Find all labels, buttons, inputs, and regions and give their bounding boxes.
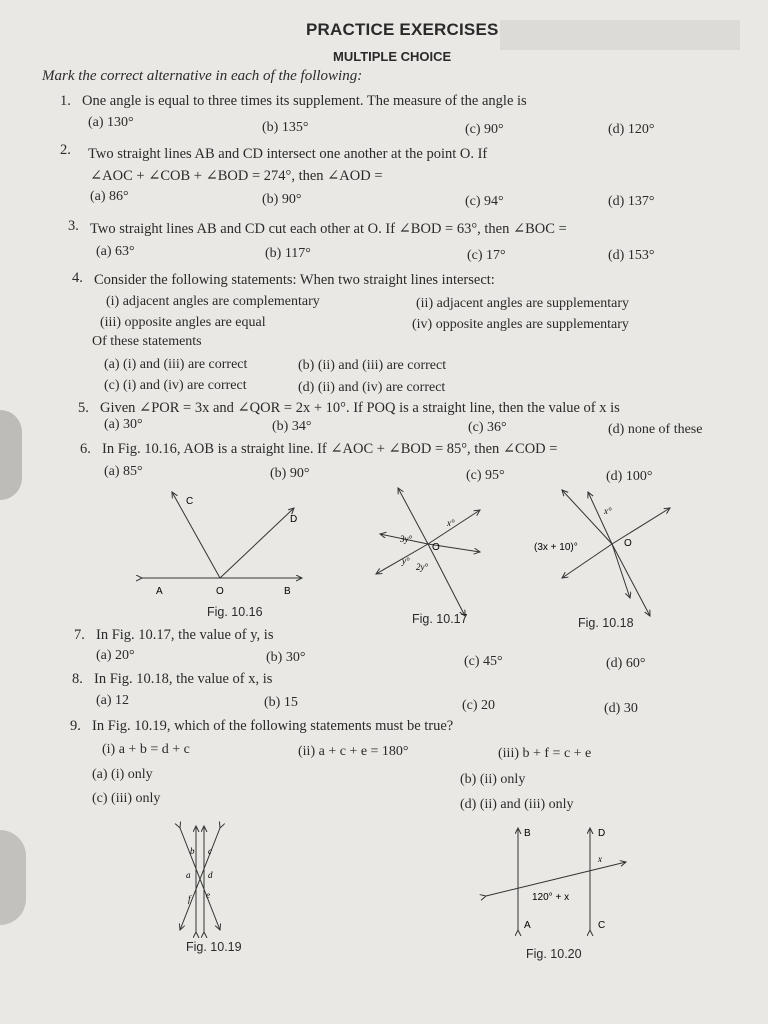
label-a: a <box>186 870 191 880</box>
figure-caption: Fig. 10.19 <box>186 940 242 954</box>
option-d: (d) (ii) and (iv) are correct <box>298 380 446 395</box>
label-y: y° <box>402 556 410 566</box>
option-a: (a) 30° <box>104 417 143 432</box>
label-o: O <box>624 538 632 549</box>
figure-10-17 <box>376 488 480 616</box>
option-b: (b) 90° <box>262 192 302 207</box>
statement: (iii) opposite angles are equal <box>100 315 266 330</box>
option-c: (c) 36° <box>468 420 507 435</box>
question-number: 2. <box>60 142 71 158</box>
label-expr: 120° + x <box>532 892 570 903</box>
label-d: d <box>208 870 213 880</box>
label-e: e <box>206 890 210 900</box>
label-o: O <box>432 542 440 553</box>
option-b: (b) 34° <box>272 419 312 434</box>
statement: (iv) opposite angles are supplementary <box>412 317 629 332</box>
option-c: (c) 20 <box>462 698 496 713</box>
question-number: 3. <box>68 218 79 234</box>
option-c: (c) 90° <box>465 122 504 137</box>
transversal <box>486 862 626 896</box>
option-a: (a) 20° <box>96 648 135 663</box>
question-number: 4. <box>72 270 83 286</box>
option-a: (a) 86° <box>90 189 129 204</box>
label-b: B <box>524 828 531 839</box>
ray-down <box>428 544 465 616</box>
label-a: A <box>156 586 163 597</box>
ray-oc <box>172 492 220 578</box>
label-3y: 3y° <box>400 534 413 544</box>
option-c: (c) (i) and (iv) are correct <box>104 378 247 393</box>
ray <box>588 492 612 544</box>
label-c: C <box>598 920 606 931</box>
option-a: (a) (i) only <box>92 767 153 782</box>
section-subtitle: MULTIPLE CHOICE <box>333 49 452 64</box>
figures-row-2 <box>150 820 650 940</box>
statement: (iii) b + f = c + e <box>498 746 592 761</box>
question-number: 8. <box>72 671 83 687</box>
figure-10-19 <box>180 826 220 932</box>
option-b: (b) 117° <box>265 246 311 261</box>
label-b: B <box>284 586 291 597</box>
option-b: (b) 30° <box>266 650 306 665</box>
option-b: (b) 90° <box>270 466 310 481</box>
question-text: Two straight lines AB and CD cut each other at O. If ∠BOD = 63°, then ∠BOC = <box>90 221 567 237</box>
figure-caption: Fig. 10.17 <box>412 612 468 626</box>
question-text: Two straight lines AB and CD intersect one another at the point O. If <box>88 146 488 162</box>
label-f: f <box>188 894 191 904</box>
label-a: A <box>524 920 531 931</box>
statement: (ii) a + c + e = 180° <box>298 744 409 759</box>
ray <box>612 544 650 616</box>
ray <box>612 508 670 544</box>
ray <box>612 544 630 598</box>
binding-shadow <box>0 830 26 925</box>
figure-caption: Fig. 10.18 <box>578 616 634 630</box>
option-d: (d) none of these <box>608 422 703 437</box>
option-c: (c) 94° <box>465 194 504 209</box>
figure-10-18 <box>534 490 670 616</box>
question-text: Consider the following statements: When two straight lines intersect: <box>94 272 495 288</box>
instruction-text: Mark the correct alternative in each of the following: <box>42 68 363 84</box>
option-d: (d) 30 <box>604 701 638 716</box>
question-number: 1. <box>60 93 71 109</box>
label-x: x <box>598 854 602 864</box>
label-x: x° <box>604 506 612 516</box>
figure-caption: Fig. 10.16 <box>207 605 263 619</box>
figure-caption: Fig. 10.20 <box>526 947 582 961</box>
option-d: (d) 120° <box>608 122 655 137</box>
option-b: (b) (ii) only <box>460 772 526 787</box>
label-expr: (3x + 10)° <box>534 542 578 553</box>
option-c: (c) 95° <box>466 468 505 483</box>
statement-intro: Of these statements <box>92 334 202 349</box>
question-text: One angle is equal to three times its supplement. The measure of the angle is <box>82 93 527 109</box>
question-text: In Fig. 10.17, the value of y, is <box>96 627 274 643</box>
question-text: In Fig. 10.16, AOB is a straight line. If ∠AOC + ∠BOD = 85°, then ∠COD = <box>102 441 558 457</box>
statement: (ii) adjacent angles are supplementary <box>416 296 630 311</box>
label-c: c <box>208 846 212 856</box>
label-2y: 2y° <box>416 562 429 572</box>
ray <box>562 490 612 544</box>
option-d: (d) 137° <box>608 194 655 209</box>
option-d: (d) 153° <box>608 248 655 263</box>
question-number: 6. <box>80 441 91 457</box>
label-d: D <box>290 514 298 525</box>
binding-shadow <box>0 410 22 500</box>
label-x: x° <box>447 518 455 528</box>
option-a: (a) 85° <box>104 464 143 479</box>
statement: (i) a + b = d + c <box>102 742 190 757</box>
option-b: (b) 135° <box>262 120 309 135</box>
question-number: 7. <box>74 627 85 643</box>
question-text: In Fig. 10.18, the value of x, is <box>94 671 273 687</box>
figure-10-16 <box>142 492 302 597</box>
option-c: (c) 45° <box>464 654 503 669</box>
option-a: (a) (i) and (iii) are correct <box>104 357 248 372</box>
question-text: Given ∠POR = 3x and ∠QOR = 2x + 10°. If POQ is a straight line, then the value of x is <box>100 400 620 416</box>
option-d: (d) 100° <box>606 469 653 484</box>
question-text: ∠AOC + ∠COB + ∠BOD = 274°, then ∠AOD = <box>90 168 383 184</box>
question-number: 5. <box>78 400 89 416</box>
ray-od <box>220 508 294 578</box>
option-a: (a) 130° <box>88 115 134 130</box>
question-number: 9. <box>70 718 81 734</box>
option-c: (c) 17° <box>467 248 506 263</box>
label-o: O <box>216 586 224 597</box>
option-a: (a) 12 <box>96 693 130 708</box>
label-d: D <box>598 828 606 839</box>
option-b: (b) 15 <box>264 695 298 710</box>
option-d: (d) (ii) and (iii) only <box>460 797 574 812</box>
label-b: b <box>190 846 195 856</box>
option-a: (a) 63° <box>96 244 135 259</box>
option-c: (c) (iii) only <box>92 791 161 806</box>
question-text: In Fig. 10.19, which of the following statements must be true? <box>92 718 454 734</box>
label-c: C <box>186 496 194 507</box>
statement: (i) adjacent angles are complementary <box>106 294 320 309</box>
option-d: (d) 60° <box>606 656 646 671</box>
figure-10-20 <box>486 828 626 931</box>
option-b: (b) (ii) and (iii) are correct <box>298 358 447 373</box>
page-edge-shading <box>500 20 740 50</box>
page-title: PRACTICE EXERCISES <box>306 20 499 39</box>
